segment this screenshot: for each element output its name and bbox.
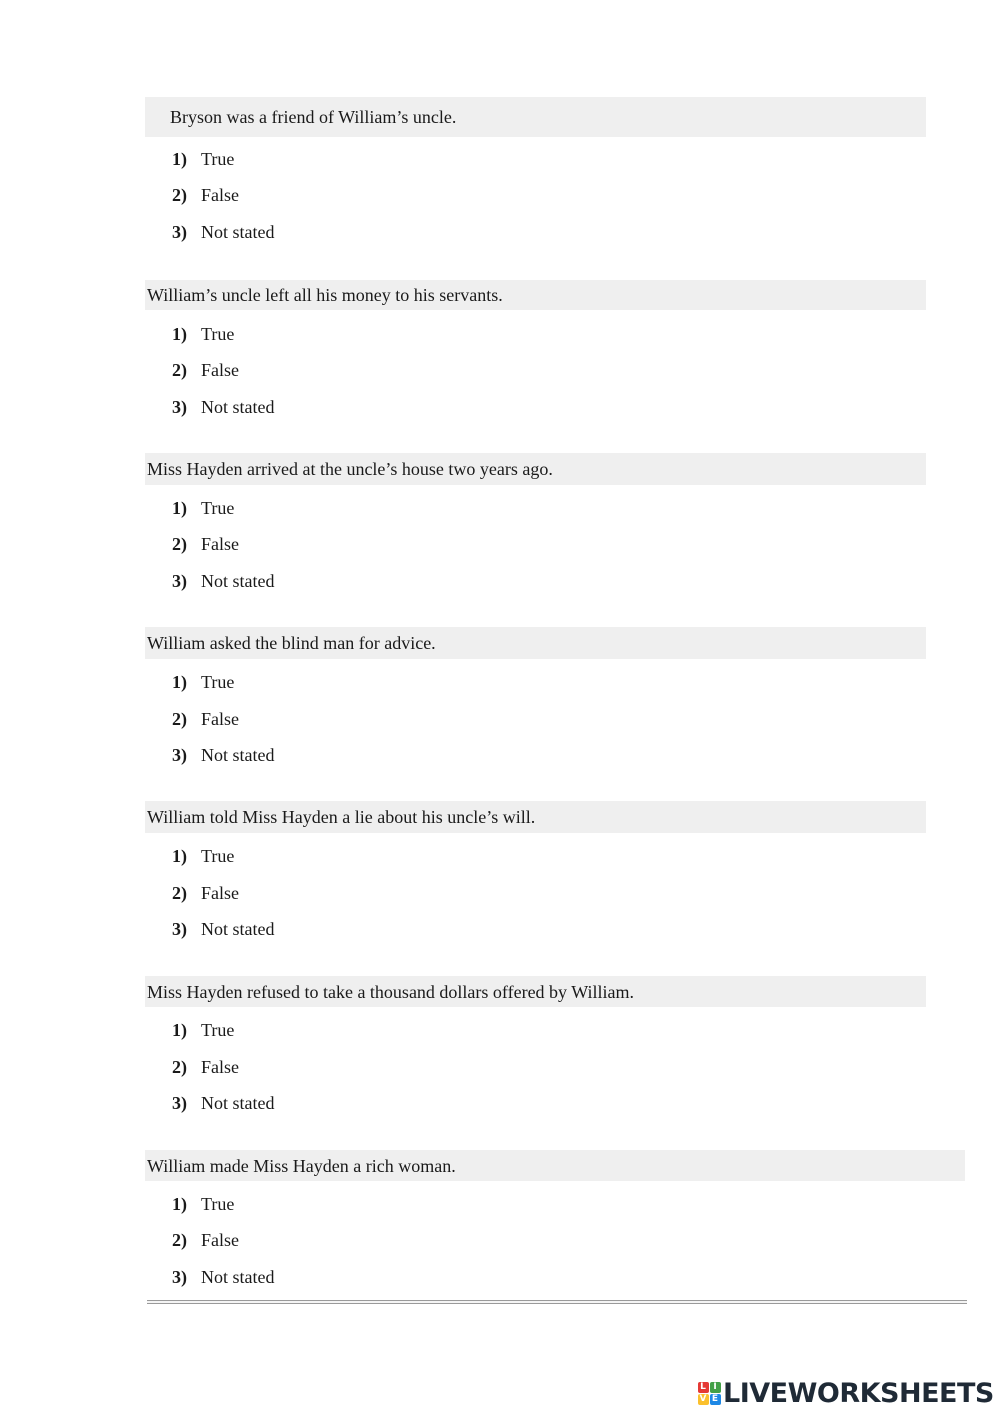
logo-text: LIVEWORKSHEETS (723, 1377, 994, 1409)
option-number: 2) (172, 359, 187, 380)
answer-option-true[interactable] (172, 1193, 234, 1215)
question-statement: Bryson was a friend of William’s uncle. (145, 97, 926, 137)
option-label: False (201, 1056, 239, 1077)
option-label: False (201, 882, 239, 903)
section-divider (147, 1300, 967, 1304)
logo-mark-letter: I (710, 1382, 721, 1393)
question-statement: William asked the blind man for advice. (145, 627, 926, 659)
option-number: 2) (172, 184, 187, 205)
liveworksheets-logo-icon (697, 1381, 721, 1405)
option-number: 3) (172, 221, 187, 242)
answer-option-not-stated[interactable] (172, 221, 275, 243)
answer-option-false[interactable] (172, 708, 239, 730)
answer-option-true[interactable] (172, 323, 234, 345)
answer-option-not-stated[interactable] (172, 396, 275, 418)
option-number: 2) (172, 882, 187, 903)
answer-option-not-stated[interactable] (172, 918, 275, 940)
option-label: True (201, 1193, 235, 1214)
answer-option-false[interactable] (172, 882, 239, 904)
option-number: 2) (172, 1056, 187, 1077)
question-statement: William told Miss Hayden a lie about his uncle’s will. (145, 801, 926, 833)
option-label: Not stated (201, 744, 275, 765)
answer-option-false[interactable] (172, 184, 239, 206)
answer-option-not-stated[interactable] (172, 570, 275, 592)
option-number: 3) (172, 744, 187, 765)
option-number: 3) (172, 918, 187, 939)
logo-mark-letter: L (698, 1382, 709, 1393)
question-statement: Miss Hayden refused to take a thousand dollars offered by William. (145, 976, 926, 1007)
liveworksheets-logo (697, 1377, 994, 1409)
logo-mark-letter: E (710, 1394, 721, 1405)
option-number: 2) (172, 1229, 187, 1250)
option-label: False (201, 533, 239, 554)
option-label: Not stated (201, 1266, 275, 1287)
answer-option-not-stated[interactable] (172, 744, 275, 766)
option-label: False (201, 708, 239, 729)
option-number: 3) (172, 1266, 187, 1287)
option-label: Not stated (201, 918, 275, 939)
answer-option-true[interactable] (172, 148, 234, 170)
question-statement: William made Miss Hayden a rich woman. (145, 1150, 965, 1181)
option-number: 3) (172, 1092, 187, 1113)
option-number: 2) (172, 708, 187, 729)
option-label: True (201, 497, 235, 518)
option-label: Not stated (201, 396, 275, 417)
option-number: 1) (172, 323, 187, 344)
answer-option-true[interactable] (172, 845, 234, 867)
answer-option-false[interactable] (172, 1229, 239, 1251)
answer-option-not-stated[interactable] (172, 1266, 275, 1288)
option-label: Not stated (201, 221, 275, 242)
option-label: Not stated (201, 1092, 275, 1113)
answer-option-true[interactable] (172, 497, 234, 519)
option-label: False (201, 359, 239, 380)
option-label: False (201, 1229, 239, 1250)
answer-option-not-stated[interactable] (172, 1092, 275, 1114)
option-number: 1) (172, 497, 187, 518)
option-label: True (201, 845, 235, 866)
logo-mark-letter: V (698, 1394, 709, 1405)
option-number: 3) (172, 396, 187, 417)
answer-option-true[interactable] (172, 1019, 234, 1041)
option-number: 1) (172, 1193, 187, 1214)
question-statement: William’s uncle left all his money to his servants. (145, 280, 926, 310)
option-number: 3) (172, 570, 187, 591)
answer-option-true[interactable] (172, 671, 234, 693)
answer-option-false[interactable] (172, 1056, 239, 1078)
option-number: 1) (172, 1019, 187, 1040)
option-number: 2) (172, 533, 187, 554)
option-label: True (201, 671, 235, 692)
option-number: 1) (172, 671, 187, 692)
option-number: 1) (172, 845, 187, 866)
option-label: True (201, 148, 235, 169)
option-number: 1) (172, 148, 187, 169)
answer-option-false[interactable] (172, 359, 239, 381)
answer-option-false[interactable] (172, 533, 239, 555)
option-label: True (201, 1019, 235, 1040)
option-label: Not stated (201, 570, 275, 591)
option-label: False (201, 184, 239, 205)
option-label: True (201, 323, 235, 344)
question-statement: Miss Hayden arrived at the uncle’s house two years ago. (145, 453, 926, 485)
